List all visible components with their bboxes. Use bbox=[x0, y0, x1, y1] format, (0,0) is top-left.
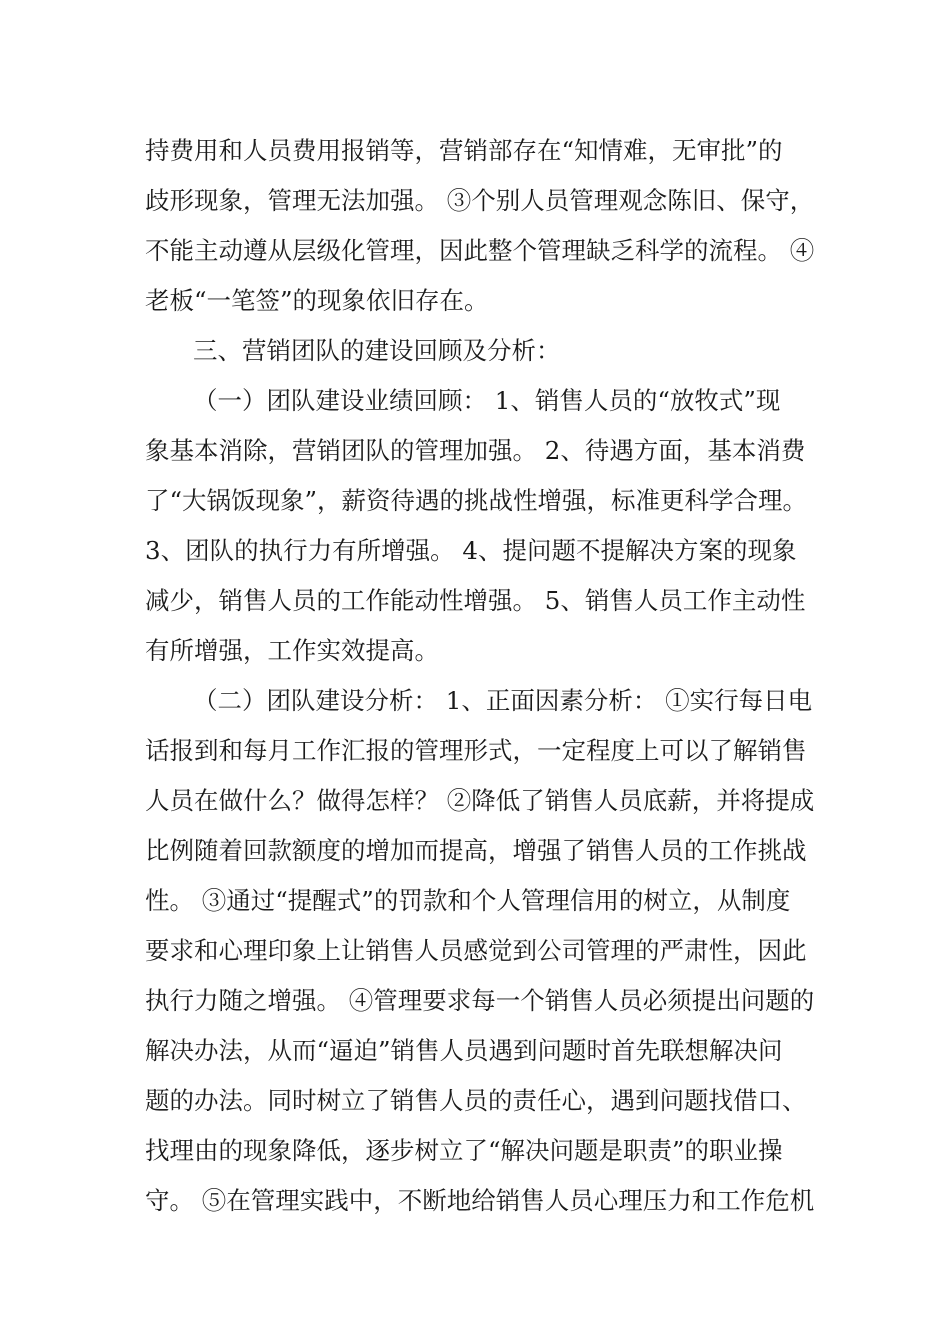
text-line: 不能主动遵从层级化管理，因此整个管理缺乏科学的流程。 ④ bbox=[145, 236, 815, 265]
text-line: 3、团队的执行力有所增强。 4、提问题不提解决方案的现象 bbox=[145, 536, 797, 565]
text-line: 找理由的现象降低，逐步树立了“解决问题是职责”的职业操 bbox=[145, 1136, 783, 1165]
text-line: 要求和心理印象上让销售人员感觉到公司管理的严肃性，因此 bbox=[145, 936, 807, 965]
text-line: 话报到和每月工作汇报的管理形式，一定程度上可以了解销售 bbox=[145, 736, 807, 765]
text-line: 人员在做什么？做得怎样？ ②降低了销售人员底薪，并将提成 bbox=[145, 786, 815, 815]
text-line: （二）团队建设分析： 1、正面因素分析： ①实行每日电 bbox=[193, 686, 813, 715]
text-line: 守。 ⑤在管理实践中，不断地给销售人员心理压力和工作危机 bbox=[145, 1186, 815, 1215]
text-line: （一）团队建设业绩回顾： 1、销售人员的“放牧式”现 bbox=[193, 386, 781, 415]
text-line: 减少，销售人员的工作能动性增强。 5、销售人员工作主动性 bbox=[145, 586, 806, 615]
text-line: 持费用和人员费用报销等，营销部存在“知情难，无审批”的 bbox=[145, 136, 783, 165]
text-line: 性。 ③通过“提醒式”的罚款和个人管理信用的树立，从制度 bbox=[145, 886, 791, 915]
text-line: 题的办法。同时树立了销售人员的责任心，遇到问题找借口、 bbox=[145, 1086, 807, 1115]
section-heading: 三、营销团队的建设回顾及分析： bbox=[193, 336, 561, 365]
text-line: 有所增强，工作实效提高。 bbox=[145, 636, 439, 665]
text-line: 老板“一笔签”的现象依旧存在。 bbox=[145, 286, 489, 315]
text-line: 了“大锅饭现象”，薪资待遇的挑战性增强，标准更科学合理。 bbox=[145, 486, 808, 515]
text-line: 象基本消除，营销团队的管理加强。 2、待遇方面，基本消费 bbox=[145, 436, 806, 465]
text-line: 比例随着回款额度的增加而提高，增强了销售人员的工作挑战 bbox=[145, 836, 807, 865]
text-line: 执行力随之增强。 ④管理要求每一个销售人员必须提出问题的 bbox=[145, 986, 815, 1015]
text-line: 解决办法，从而“逼迫”销售人员遇到问题时首先联想解决问 bbox=[145, 1036, 783, 1065]
text-line: 歧形现象，管理无法加强。 ③个别人员管理观念陈旧、保守， bbox=[145, 186, 815, 215]
